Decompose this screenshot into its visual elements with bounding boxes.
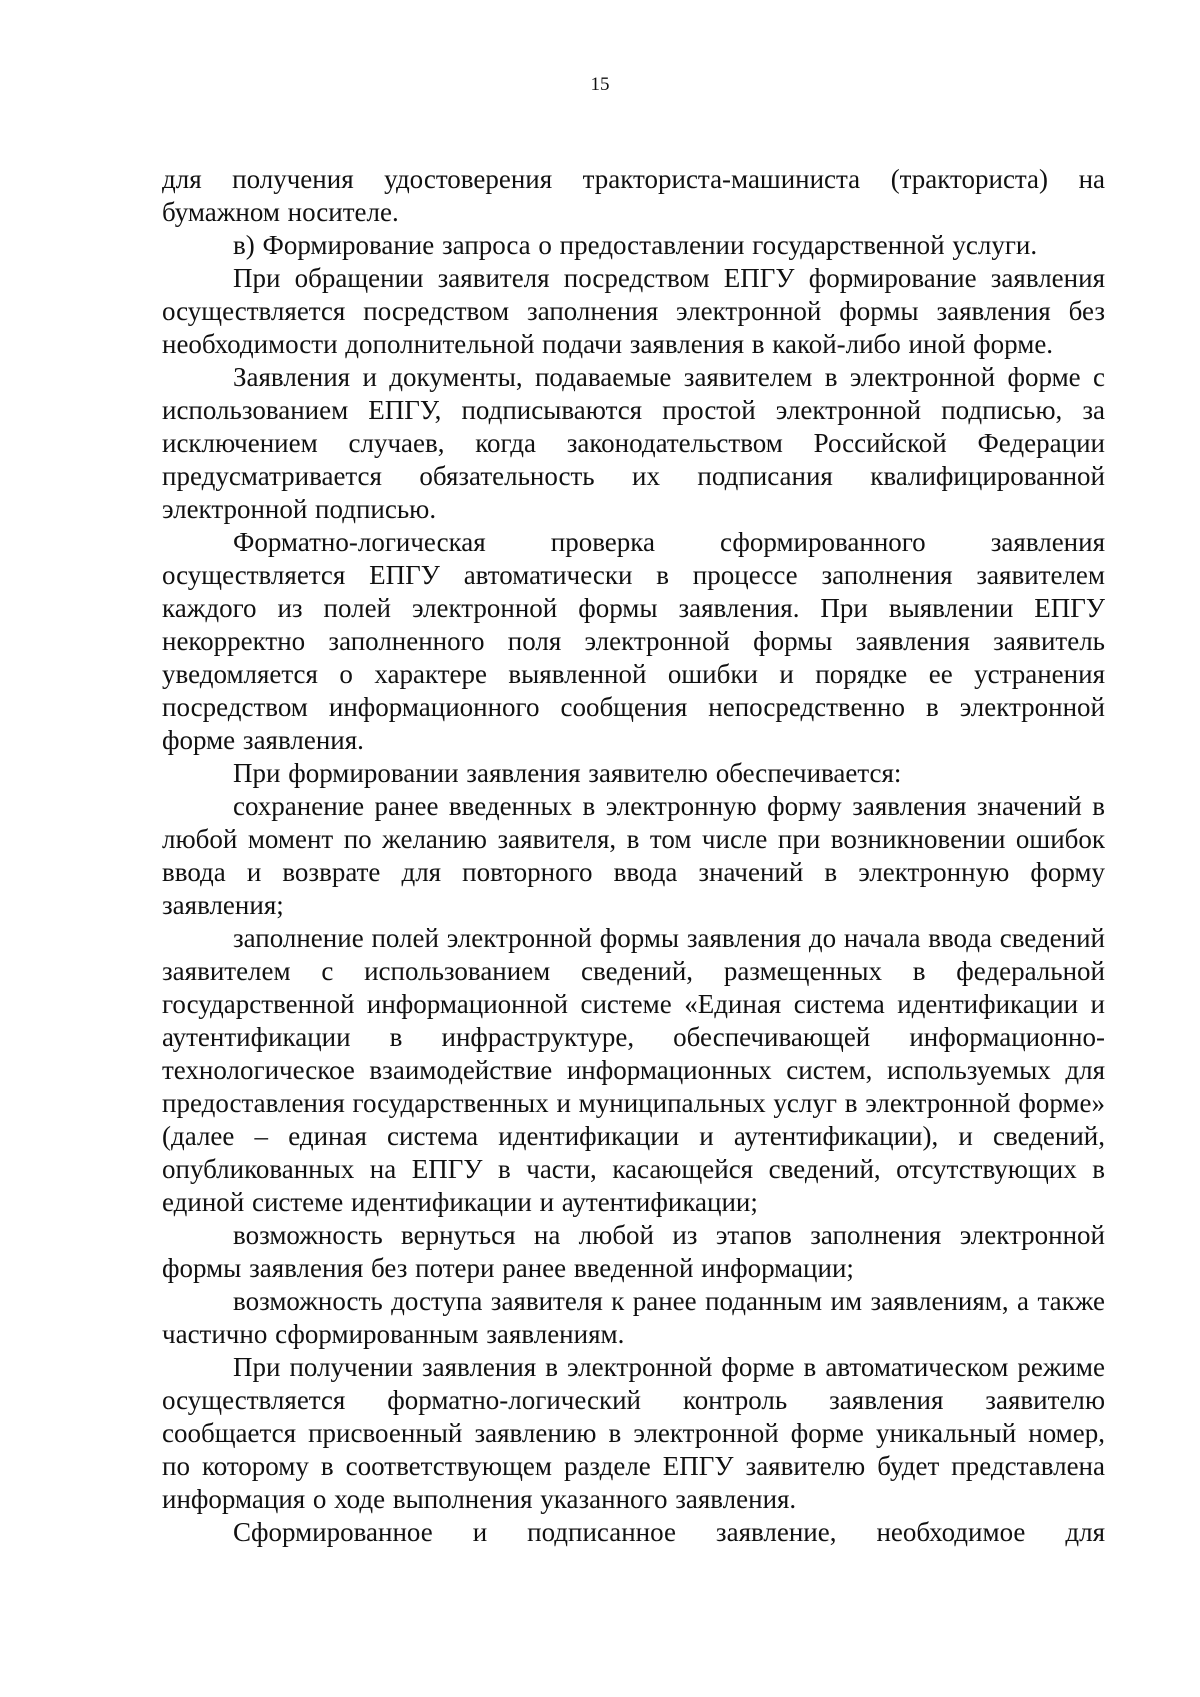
- list-item: заполнение полей электронной формы заявления до начала ввода сведений заявителем с использованием сведений, размещенных в федеральной государственной информационной системе «Единая система идентификации и аутентификации в инфраструктуре, обеспечивающей информационно-технологическое взаимодействие информационных систем, используемых для предоставления государственных и муниципальных услуг в электронной форме» (далее – единая система идентификации и аутентификации), и сведений, опубликованных на ЕПГУ в части, касающейся сведений, отсутствующих в единой системе идентификации и аутентификации;: [162, 923, 1105, 1217]
- paragraph: Сформированное и подписанное заявление, необходимое для: [233, 1517, 1105, 1547]
- list-item: сохранение ранее введенных в электронную форму заявления значений в любой момент по желанию заявителя, в том числе при возникновении ошибок ввода и возврате для повторного ввода значений в электронную форму заявления;: [162, 791, 1105, 920]
- list-item: возможность вернуться на любой из этапов заполнения электронной формы заявления без потери ранее введенной информации;: [162, 1220, 1105, 1283]
- list-item: возможность доступа заявителя к ранее поданным им заявлениям, а также частично сформированным заявлениям.: [162, 1286, 1105, 1349]
- document-body: [162, 163, 1105, 1549]
- paragraph: в) Формирование запроса о предоставлении государственной услуги.: [233, 230, 1038, 260]
- paragraph: При получении заявления в электронной форме в автоматическом режиме осуществляется форматно-логический контроль заявления заявителю сообщается присвоенный заявлению в электронной форме уникальный номер, по которому в соответствующем разделе ЕПГУ заявителю будет представлена информация о ходе выполнения указанного заявления.: [162, 1352, 1105, 1514]
- paragraph: Заявления и документы, подаваемые заявителем в электронной форме с использованием ЕПГУ, подписываются простой электронной подписью, за исключением случаев, когда законодательством Российской Федерации предусматривается обязательность их подписания квалифицированной электронной подписью.: [162, 362, 1105, 524]
- paragraph: При формировании заявления заявителю обеспечивается:: [233, 758, 902, 788]
- paragraph: для получения удостоверения тракториста-машиниста (тракториста) на бумажном носителе.: [162, 164, 1105, 227]
- paragraph: При обращении заявителя посредством ЕПГУ формирование заявления осуществляется посредством заполнения электронной формы заявления без необходимости дополнительной подачи заявления в какой-либо иной форме.: [162, 263, 1105, 359]
- paragraph: Форматно-логическая проверка сформированного заявления осуществляется ЕПГУ автоматически в процессе заполнения заявителем каждого из полей электронной формы заявления. При выявлении ЕПГУ некорректно заполненного поля электронной формы заявления заявитель уведомляется о характере выявленной ошибки и порядке ее устранения посредством информационного сообщения непосредственно в электронной форме заявления.: [162, 527, 1105, 755]
- page-number: 15: [590, 74, 610, 95]
